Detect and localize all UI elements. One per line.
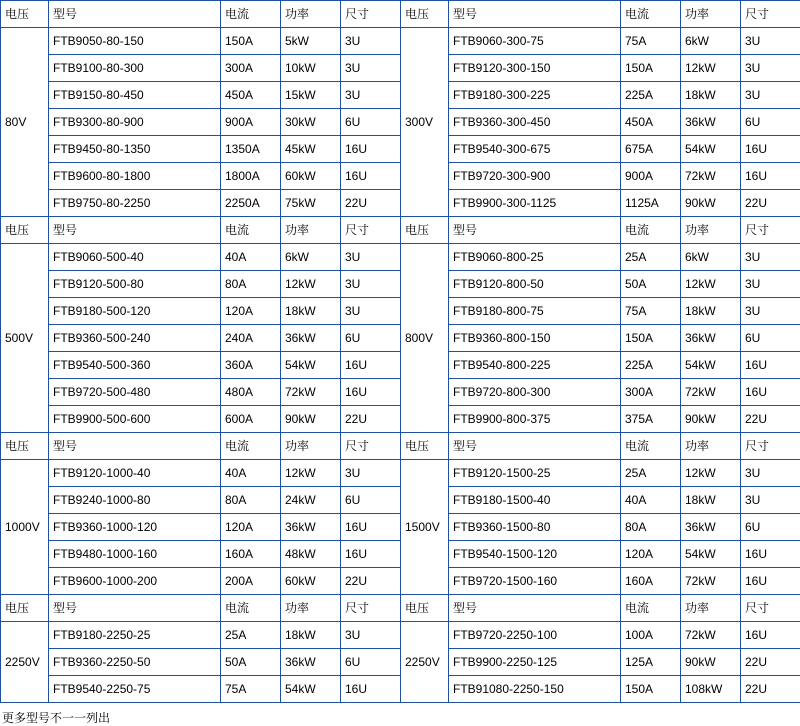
table-row xyxy=(1,649,800,676)
cell-power: 72kW xyxy=(681,622,741,649)
voltage-group-cell: 1500V xyxy=(401,460,449,595)
header-power: 功率 xyxy=(681,433,741,460)
cell-size: 3U xyxy=(741,487,800,514)
cell-model: FTB9180-300-225 xyxy=(449,82,621,109)
cell-current: 120A xyxy=(221,514,281,541)
cell-size: 16U xyxy=(341,676,401,703)
cell-power: 12kW xyxy=(281,460,341,487)
table-row xyxy=(1,271,800,298)
header-size: 尺寸 xyxy=(741,1,800,28)
cell-model: FTB9180-800-75 xyxy=(449,298,621,325)
cell-power: 36kW xyxy=(281,514,341,541)
cell-power: 6kW xyxy=(681,244,741,271)
cell-power: 75kW xyxy=(281,190,341,217)
cell-current: 25A xyxy=(221,622,281,649)
cell-current: 2250A xyxy=(221,190,281,217)
cell-power: 36kW xyxy=(681,514,741,541)
cell-size: 3U xyxy=(341,622,401,649)
header-model: 型号 xyxy=(449,433,621,460)
cell-model: FTB9720-300-900 xyxy=(449,163,621,190)
cell-size: 16U xyxy=(741,541,800,568)
cell-model: FTB9100-80-300 xyxy=(49,55,221,82)
table-footnote: 更多型号不一一列出 xyxy=(0,703,800,726)
header-model: 型号 xyxy=(449,595,621,622)
table-row xyxy=(1,406,800,433)
cell-size: 16U xyxy=(341,136,401,163)
cell-power: 18kW xyxy=(681,82,741,109)
cell-power: 36kW xyxy=(281,325,341,352)
table-row xyxy=(1,352,800,379)
cell-size: 3U xyxy=(341,55,401,82)
cell-power: 60kW xyxy=(281,568,341,595)
header-current: 电流 xyxy=(221,433,281,460)
cell-model: FTB9720-500-480 xyxy=(49,379,221,406)
cell-size: 22U xyxy=(741,649,800,676)
cell-current: 1800A xyxy=(221,163,281,190)
cell-power: 15kW xyxy=(281,82,341,109)
cell-model: FTB9360-300-450 xyxy=(449,109,621,136)
header-model: 型号 xyxy=(449,1,621,28)
header-power: 功率 xyxy=(281,433,341,460)
cell-current: 40A xyxy=(221,244,281,271)
table-header-row xyxy=(1,595,800,622)
cell-current: 360A xyxy=(221,352,281,379)
cell-power: 36kW xyxy=(681,109,741,136)
cell-size: 16U xyxy=(741,568,800,595)
cell-current: 50A xyxy=(621,271,681,298)
cell-power: 90kW xyxy=(681,190,741,217)
cell-current: 80A xyxy=(221,487,281,514)
cell-power: 72kW xyxy=(681,379,741,406)
cell-power: 54kW xyxy=(681,541,741,568)
voltage-group-cell: 1000V xyxy=(1,460,49,595)
cell-power: 12kW xyxy=(281,271,341,298)
cell-size: 3U xyxy=(341,28,401,55)
cell-current: 240A xyxy=(221,325,281,352)
table-header-row xyxy=(1,433,800,460)
cell-size: 3U xyxy=(741,460,800,487)
header-size: 尺寸 xyxy=(341,595,401,622)
cell-current: 450A xyxy=(221,82,281,109)
header-voltage: 电压 xyxy=(1,1,49,28)
cell-model: FTB9900-500-600 xyxy=(49,406,221,433)
cell-power: 24kW xyxy=(281,487,341,514)
cell-power: 6kW xyxy=(281,244,341,271)
cell-power: 54kW xyxy=(681,136,741,163)
cell-current: 25A xyxy=(621,460,681,487)
cell-model: FTB9600-80-1800 xyxy=(49,163,221,190)
cell-power: 36kW xyxy=(281,649,341,676)
cell-size: 3U xyxy=(741,271,800,298)
cell-power: 72kW xyxy=(681,568,741,595)
cell-power: 90kW xyxy=(681,649,741,676)
cell-model: FTB9120-800-50 xyxy=(449,271,621,298)
cell-power: 12kW xyxy=(681,55,741,82)
cell-current: 200A xyxy=(221,568,281,595)
cell-size: 3U xyxy=(341,298,401,325)
cell-power: 18kW xyxy=(681,298,741,325)
cell-power: 90kW xyxy=(281,406,341,433)
table-row xyxy=(1,379,800,406)
cell-current: 50A xyxy=(221,649,281,676)
header-current: 电流 xyxy=(621,1,681,28)
table-header-row xyxy=(1,217,800,244)
cell-current: 160A xyxy=(221,541,281,568)
cell-size: 16U xyxy=(741,379,800,406)
cell-model: FTB9060-300-75 xyxy=(449,28,621,55)
cell-model: FTB9050-80-150 xyxy=(49,28,221,55)
table-row xyxy=(1,82,800,109)
cell-model: FTB9900-2250-125 xyxy=(449,649,621,676)
table-row xyxy=(1,487,800,514)
cell-size: 22U xyxy=(341,190,401,217)
cell-current: 1125A xyxy=(621,190,681,217)
cell-current: 300A xyxy=(621,379,681,406)
cell-current: 80A xyxy=(221,271,281,298)
cell-power: 18kW xyxy=(281,298,341,325)
cell-size: 3U xyxy=(341,271,401,298)
voltage-group-cell: 80V xyxy=(1,28,49,217)
header-power: 功率 xyxy=(681,217,741,244)
cell-current: 40A xyxy=(621,487,681,514)
cell-model: FTB9060-800-25 xyxy=(449,244,621,271)
cell-model: FTB9540-500-360 xyxy=(49,352,221,379)
cell-model: FTB9750-80-2250 xyxy=(49,190,221,217)
cell-model: FTB9360-2250-50 xyxy=(49,649,221,676)
cell-power: 45kW xyxy=(281,136,341,163)
cell-power: 6kW xyxy=(681,28,741,55)
cell-size: 6U xyxy=(341,109,401,136)
cell-size: 22U xyxy=(741,190,800,217)
header-current: 电流 xyxy=(221,217,281,244)
cell-current: 900A xyxy=(221,109,281,136)
cell-current: 600A xyxy=(221,406,281,433)
cell-model: FTB9720-800-300 xyxy=(449,379,621,406)
header-model: 型号 xyxy=(49,433,221,460)
cell-model: FTB9120-1000-40 xyxy=(49,460,221,487)
header-voltage: 电压 xyxy=(401,1,449,28)
cell-size: 22U xyxy=(741,676,800,703)
cell-current: 75A xyxy=(221,676,281,703)
cell-model: FTB9720-1500-160 xyxy=(449,568,621,595)
cell-current: 150A xyxy=(221,28,281,55)
table-header-row xyxy=(1,1,800,28)
cell-power: 18kW xyxy=(681,487,741,514)
table-row xyxy=(1,244,800,271)
voltage-group-cell: 800V xyxy=(401,244,449,433)
cell-size: 6U xyxy=(741,325,800,352)
header-power: 功率 xyxy=(281,1,341,28)
header-voltage: 电压 xyxy=(1,217,49,244)
cell-power: 54kW xyxy=(681,352,741,379)
cell-current: 1350A xyxy=(221,136,281,163)
cell-power: 18kW xyxy=(281,622,341,649)
cell-current: 450A xyxy=(621,109,681,136)
cell-current: 150A xyxy=(621,55,681,82)
header-current: 电流 xyxy=(221,595,281,622)
cell-model: FTB9300-80-900 xyxy=(49,109,221,136)
cell-power: 72kW xyxy=(681,163,741,190)
cell-model: FTB9120-300-150 xyxy=(449,55,621,82)
voltage-group-cell: 500V xyxy=(1,244,49,433)
cell-size: 16U xyxy=(741,622,800,649)
cell-model: FTB9900-800-375 xyxy=(449,406,621,433)
cell-current: 75A xyxy=(621,298,681,325)
header-size: 尺寸 xyxy=(341,217,401,244)
header-power: 功率 xyxy=(681,595,741,622)
cell-power: 5kW xyxy=(281,28,341,55)
cell-power: 72kW xyxy=(281,379,341,406)
header-model: 型号 xyxy=(49,595,221,622)
cell-size: 3U xyxy=(741,298,800,325)
cell-model: FTB9120-1500-25 xyxy=(449,460,621,487)
header-size: 尺寸 xyxy=(741,217,800,244)
header-voltage: 电压 xyxy=(401,595,449,622)
header-size: 尺寸 xyxy=(741,595,800,622)
cell-current: 25A xyxy=(621,244,681,271)
cell-size: 6U xyxy=(341,325,401,352)
cell-power: 30kW xyxy=(281,109,341,136)
cell-size: 3U xyxy=(741,55,800,82)
voltage-group-cell: 300V xyxy=(401,28,449,217)
cell-model: FTB9360-800-150 xyxy=(449,325,621,352)
cell-size: 6U xyxy=(341,649,401,676)
cell-size: 16U xyxy=(741,352,800,379)
table-row xyxy=(1,55,800,82)
cell-size: 22U xyxy=(341,406,401,433)
cell-current: 160A xyxy=(621,568,681,595)
cell-current: 80A xyxy=(621,514,681,541)
cell-size: 16U xyxy=(741,163,800,190)
header-power: 功率 xyxy=(681,1,741,28)
voltage-group-cell: 2250V xyxy=(1,622,49,703)
cell-size: 3U xyxy=(741,82,800,109)
cell-power: 60kW xyxy=(281,163,341,190)
cell-size: 16U xyxy=(341,541,401,568)
header-voltage: 电压 xyxy=(1,595,49,622)
cell-model: FTB9150-80-450 xyxy=(49,82,221,109)
cell-model: FTB9540-1500-120 xyxy=(449,541,621,568)
cell-size: 3U xyxy=(741,28,800,55)
cell-current: 40A xyxy=(221,460,281,487)
table-row xyxy=(1,541,800,568)
cell-model: FTB91080-2250-150 xyxy=(449,676,621,703)
header-current: 电流 xyxy=(621,217,681,244)
cell-power: 108kW xyxy=(681,676,741,703)
table-row xyxy=(1,676,800,703)
cell-current: 150A xyxy=(621,676,681,703)
header-power: 功率 xyxy=(281,595,341,622)
header-model: 型号 xyxy=(449,217,621,244)
cell-model: FTB9480-1000-160 xyxy=(49,541,221,568)
cell-model: FTB9180-1500-40 xyxy=(449,487,621,514)
cell-model: FTB9540-2250-75 xyxy=(49,676,221,703)
cell-current: 120A xyxy=(621,541,681,568)
cell-size: 6U xyxy=(741,514,800,541)
cell-power: 48kW xyxy=(281,541,341,568)
header-voltage: 电压 xyxy=(1,433,49,460)
table-row xyxy=(1,514,800,541)
cell-power: 90kW xyxy=(681,406,741,433)
cell-size: 3U xyxy=(741,244,800,271)
cell-model: FTB9120-500-80 xyxy=(49,271,221,298)
cell-current: 125A xyxy=(621,649,681,676)
cell-size: 16U xyxy=(341,163,401,190)
cell-current: 375A xyxy=(621,406,681,433)
cell-current: 75A xyxy=(621,28,681,55)
cell-size: 16U xyxy=(341,514,401,541)
header-model: 型号 xyxy=(49,1,221,28)
cell-model: FTB9600-1000-200 xyxy=(49,568,221,595)
table-row xyxy=(1,28,800,55)
header-current: 电流 xyxy=(221,1,281,28)
header-power: 功率 xyxy=(281,217,341,244)
cell-size: 3U xyxy=(341,82,401,109)
cell-current: 300A xyxy=(221,55,281,82)
cell-size: 16U xyxy=(341,352,401,379)
table-row xyxy=(1,109,800,136)
cell-current: 100A xyxy=(621,622,681,649)
cell-power: 54kW xyxy=(281,676,341,703)
cell-power: 36kW xyxy=(681,325,741,352)
table-row xyxy=(1,298,800,325)
table-row xyxy=(1,136,800,163)
header-voltage: 电压 xyxy=(401,217,449,244)
header-size: 尺寸 xyxy=(341,1,401,28)
cell-model: FTB9240-1000-80 xyxy=(49,487,221,514)
cell-size: 3U xyxy=(341,244,401,271)
header-model: 型号 xyxy=(49,217,221,244)
header-current: 电流 xyxy=(621,433,681,460)
cell-power: 12kW xyxy=(681,460,741,487)
cell-size: 16U xyxy=(741,136,800,163)
table-row xyxy=(1,622,800,649)
cell-model: FTB9060-500-40 xyxy=(49,244,221,271)
table-row xyxy=(1,460,800,487)
cell-size: 6U xyxy=(741,109,800,136)
cell-size: 3U xyxy=(341,460,401,487)
voltage-group-cell: 2250V xyxy=(401,622,449,703)
cell-model: FTB9540-800-225 xyxy=(449,352,621,379)
cell-power: 54kW xyxy=(281,352,341,379)
cell-current: 480A xyxy=(221,379,281,406)
cell-size: 22U xyxy=(341,568,401,595)
cell-current: 225A xyxy=(621,82,681,109)
header-size: 尺寸 xyxy=(341,433,401,460)
cell-size: 16U xyxy=(341,379,401,406)
cell-model: FTB9360-1000-120 xyxy=(49,514,221,541)
cell-current: 225A xyxy=(621,352,681,379)
header-size: 尺寸 xyxy=(741,433,800,460)
cell-current: 150A xyxy=(621,325,681,352)
header-voltage: 电压 xyxy=(401,433,449,460)
cell-current: 120A xyxy=(221,298,281,325)
cell-size: 6U xyxy=(341,487,401,514)
cell-model: FTB9900-300-1125 xyxy=(449,190,621,217)
table-row xyxy=(1,325,800,352)
cell-model: FTB9360-500-240 xyxy=(49,325,221,352)
cell-model: FTB9720-2250-100 xyxy=(449,622,621,649)
header-current: 电流 xyxy=(621,595,681,622)
table-row xyxy=(1,163,800,190)
cell-power: 10kW xyxy=(281,55,341,82)
cell-size: 22U xyxy=(741,406,800,433)
cell-model: FTB9450-80-1350 xyxy=(49,136,221,163)
cell-current: 675A xyxy=(621,136,681,163)
table-row xyxy=(1,568,800,595)
cell-model: FTB9540-300-675 xyxy=(449,136,621,163)
table-row xyxy=(1,190,800,217)
cell-model: FTB9180-2250-25 xyxy=(49,622,221,649)
cell-model: FTB9180-500-120 xyxy=(49,298,221,325)
cell-model: FTB9360-1500-80 xyxy=(449,514,621,541)
cell-power: 12kW xyxy=(681,271,741,298)
cell-current: 900A xyxy=(621,163,681,190)
